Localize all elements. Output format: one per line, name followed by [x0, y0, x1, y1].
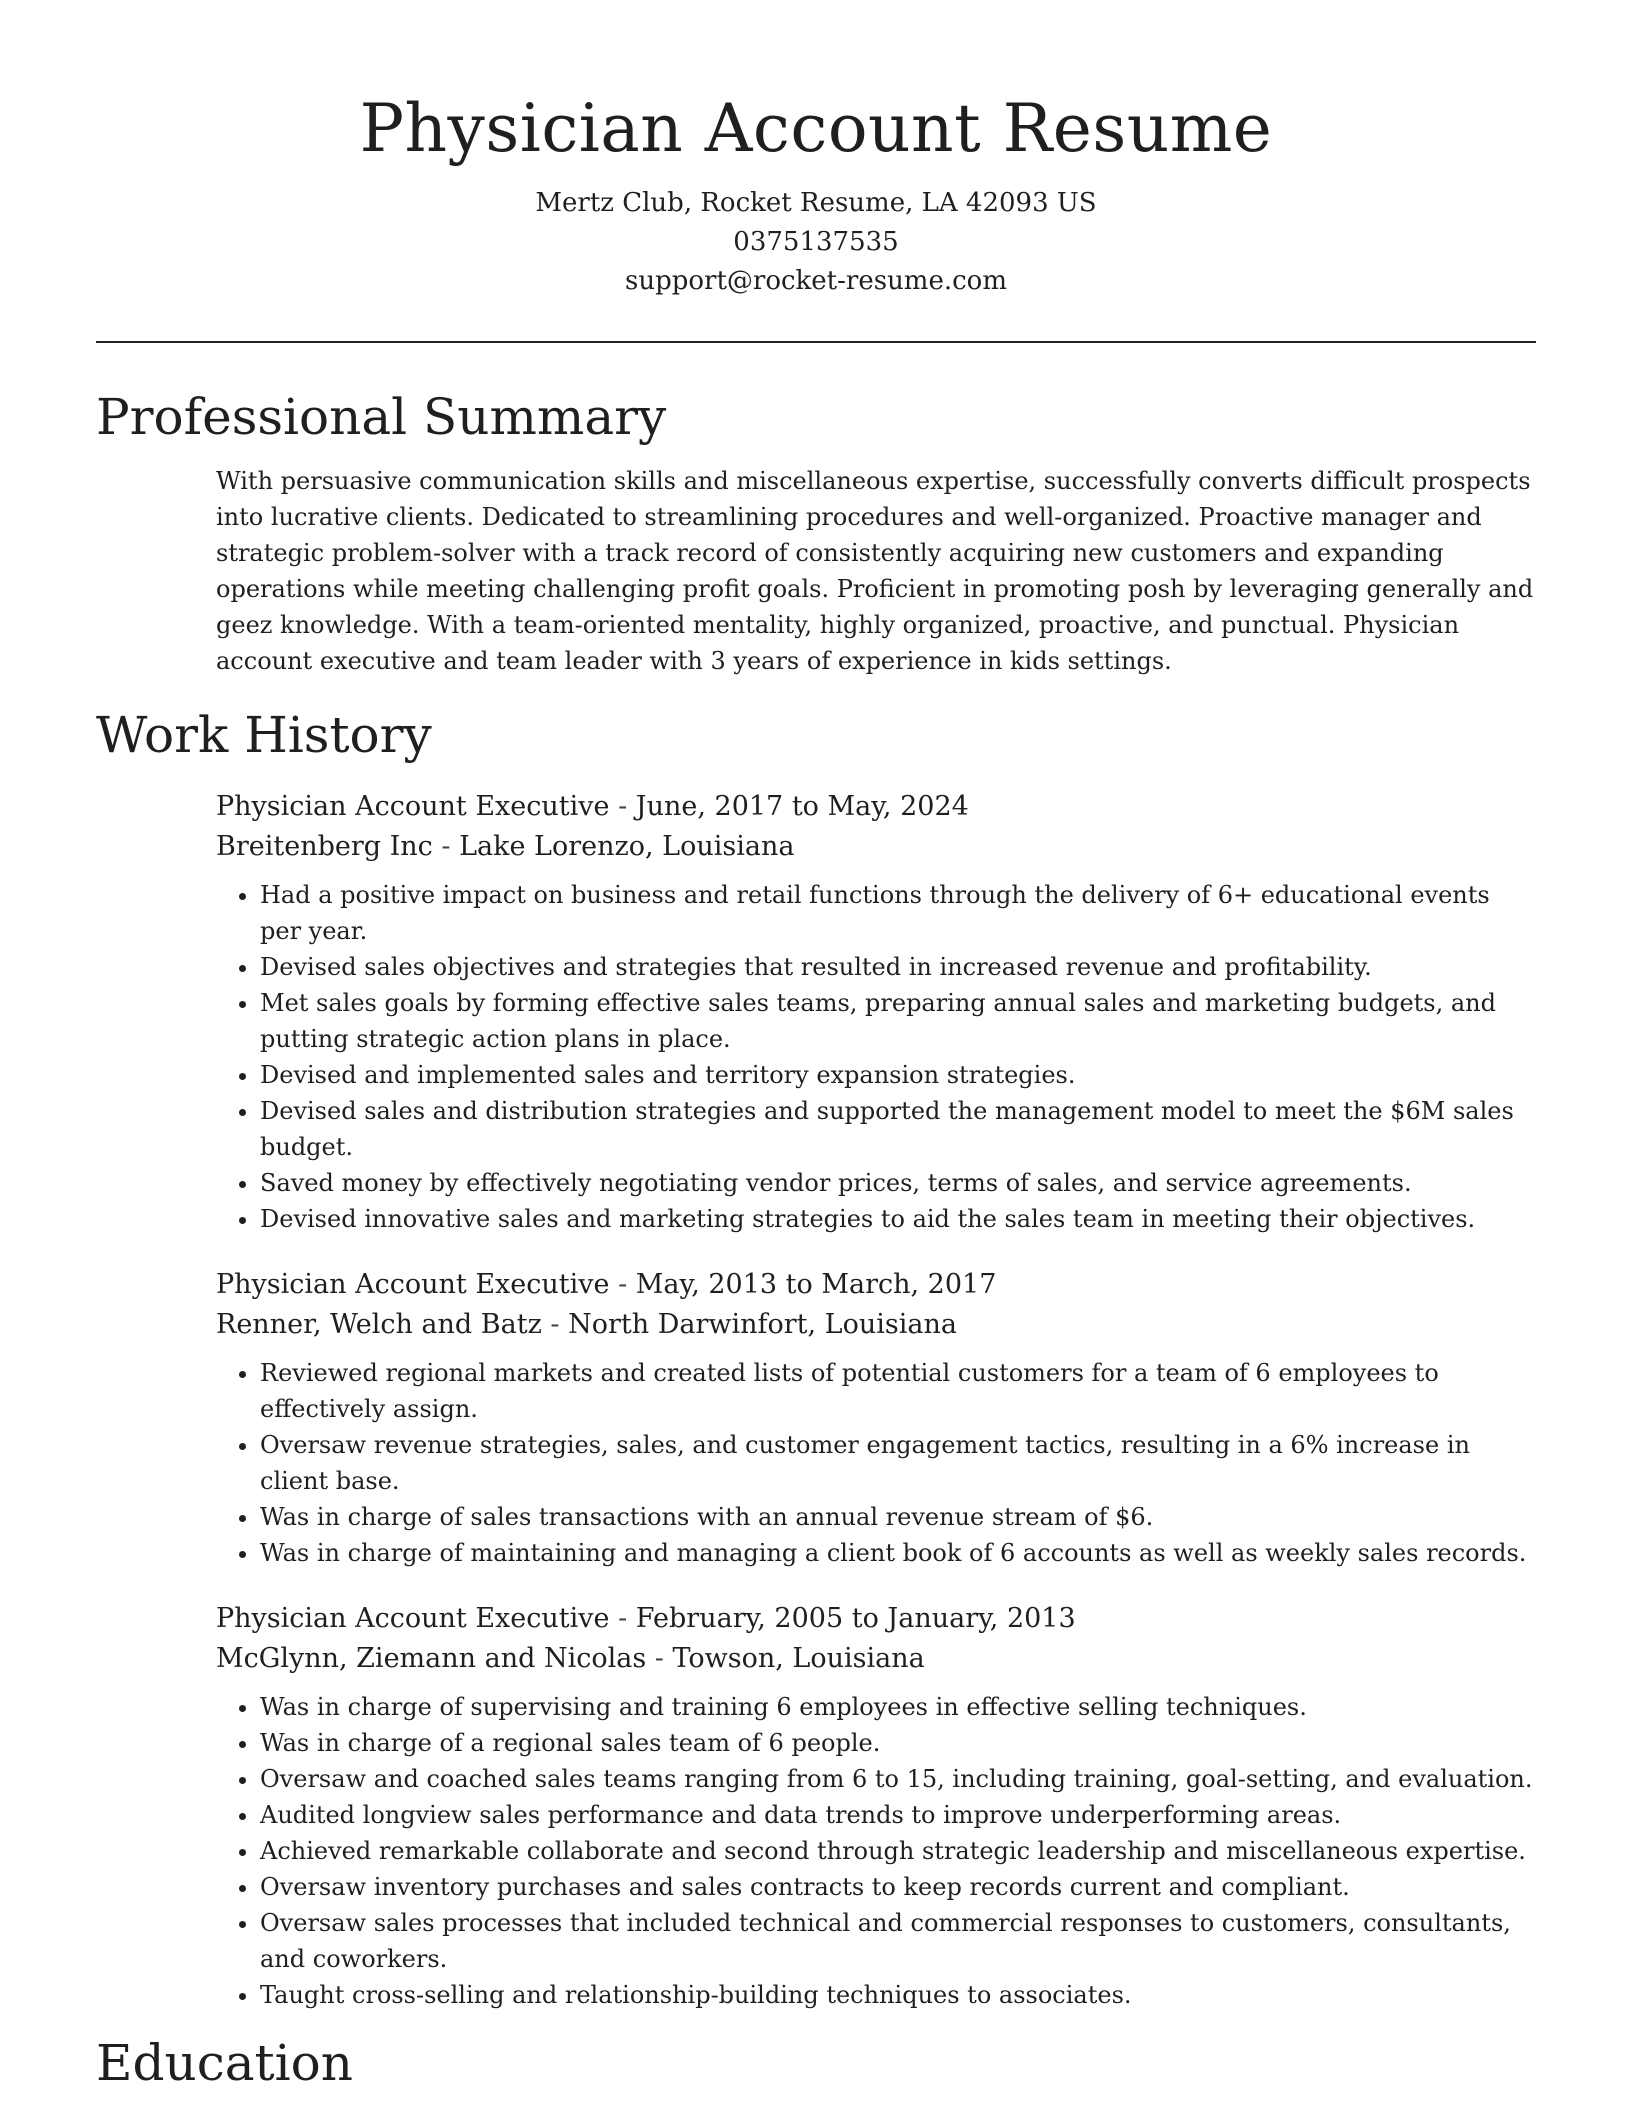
job-bullet: • Devised sales and distribution strategies and supported the management model to meet the $6M sales budget. [260, 1093, 1536, 1165]
section-title-work-history: Work History [96, 706, 432, 764]
job-company: Renner, Welch and Batz [216, 1309, 542, 1340]
job-bullet: • Devised and implemented sales and territory expansion strategies. [260, 1057, 1536, 1093]
job-separator: - [432, 831, 460, 862]
job-title-line [216, 1599, 1536, 1639]
job-dates: February, 2005 to January, 2013 [635, 1603, 1076, 1634]
job-company: McGlynn, Ziemann and Nicolas [216, 1643, 647, 1674]
job-bullet: • Oversaw inventory purchases and sales contracts to keep records current and compliant. [260, 1869, 1536, 1905]
job-company-line [216, 827, 1536, 867]
job-bullet: • Reviewed regional markets and created lists of potential customers for a team of 6 employees to effectively assign. [260, 1355, 1536, 1427]
job-title-line [216, 787, 1536, 827]
job-bullet: • Devised sales objectives and strategies that resulted in increased revenue and profitability. [260, 949, 1536, 985]
job-separator: - [541, 1309, 569, 1340]
job-separator: - [609, 791, 636, 822]
job-bullet: • Oversaw revenue strategies, sales, and customer engagement tactics, resulting in a 6% increase in client base. [260, 1427, 1536, 1499]
job-title-line [216, 1265, 1536, 1305]
job-separator: - [609, 1603, 636, 1634]
job-bullet: • Achieved remarkable collaborate and second through strategic leadership and miscellaneous expertise. [260, 1833, 1536, 1869]
job-dates: June, 2017 to May, 2024 [635, 791, 969, 822]
section-title-education: Education [96, 2034, 353, 2092]
summary-text: With persuasive communication skills and miscellaneous expertise, successfully converts difficult prospects into lucrative clients. Dedicated to streamlining procedures and well-organized. Proactive manager and strategic problem-solver with a track record of consistently acquiring new customers and expanding operations while meeting challenging profit goals. Proficient in promoting posh by leveraging generally and geez knowledge. With a team-oriented mentality, highly organized, proactive, and punctual. Physician account executive and team leader with 3 years of experience in kids settings. [216, 467, 1534, 675]
job-bullet: • Was in charge of maintaining and managing a client book of 6 accounts as well as weekly sales records. [260, 1535, 1536, 1571]
job-location: Towson, Louisiana [672, 1643, 925, 1674]
job-company-line [216, 1305, 1536, 1345]
job-bullets [216, 1355, 1536, 1571]
job-bullet: • Was in charge of a regional sales team of 6 people. [260, 1725, 1536, 1761]
job-bullet: • Devised innovative sales and marketing strategies to aid the sales team in meeting their objectives. [260, 1201, 1536, 1237]
resume-header [96, 0, 1536, 301]
job-title: Physician Account Executive [216, 791, 610, 822]
job-title: Physician Account Executive [216, 1269, 610, 1300]
job-bullets [216, 877, 1536, 1237]
job-bullet: • Was in charge of sales transactions with an annual revenue stream of $6. [260, 1499, 1536, 1535]
contact-address: Mertz Club, Rocket Resume, LA 42093 US [535, 188, 1097, 218]
job-bullets [216, 1689, 1536, 2013]
job-bullet: • Taught cross-selling and relationship-building techniques to associates. [260, 1977, 1536, 2013]
job-separator: - [646, 1643, 673, 1674]
job-bullet: • Was in charge of supervising and training 6 employees in effective selling techniques. [260, 1689, 1536, 1725]
job-company: Breitenberg Inc [216, 831, 433, 862]
resume-title: Physician Account Resume [359, 90, 1273, 167]
job-bullet: • Oversaw and coached sales teams ranging from 6 to 15, including training, goal-setting, and evaluation. [260, 1761, 1536, 1797]
job-entry [216, 1265, 1536, 1571]
job-location: North Darwinfort, Louisiana [568, 1309, 957, 1340]
job-dates: May, 2013 to March, 2017 [635, 1269, 997, 1300]
job-bullet: • Audited longview sales performance and data trends to improve underperforming areas. [260, 1797, 1536, 1833]
job-bullet: • Saved money by effectively negotiating vendor prices, terms of sales, and service agreements. [260, 1165, 1536, 1201]
job-title: Physician Account Executive [216, 1603, 610, 1634]
job-bullet: • Oversaw sales processes that included technical and commercial responses to customers, consultants, and coworkers. [260, 1905, 1536, 1977]
job-bullet: • Met sales goals by forming effective sales teams, preparing annual sales and marketing budgets, and putting strategic action plans in place. [260, 985, 1536, 1057]
header-divider [96, 341, 1536, 343]
resume-page [96, 0, 1536, 2095]
job-separator: - [609, 1269, 636, 1300]
job-entry [216, 787, 1536, 1237]
job-entry [216, 1599, 1536, 2013]
contact-phone: 0375137535 [733, 227, 899, 257]
contact-email: support@rocket-resume.com [624, 266, 1007, 296]
work-history-list [96, 787, 1536, 2013]
job-location: Lake Lorenzo, Louisiana [459, 831, 795, 862]
section-title-summary: Professional Summary [96, 388, 667, 446]
job-company-line [216, 1639, 1536, 1679]
contact-block [96, 184, 1536, 301]
job-bullet: • Had a positive impact on business and retail functions through the delivery of 6+ educational events per year. [260, 877, 1536, 949]
